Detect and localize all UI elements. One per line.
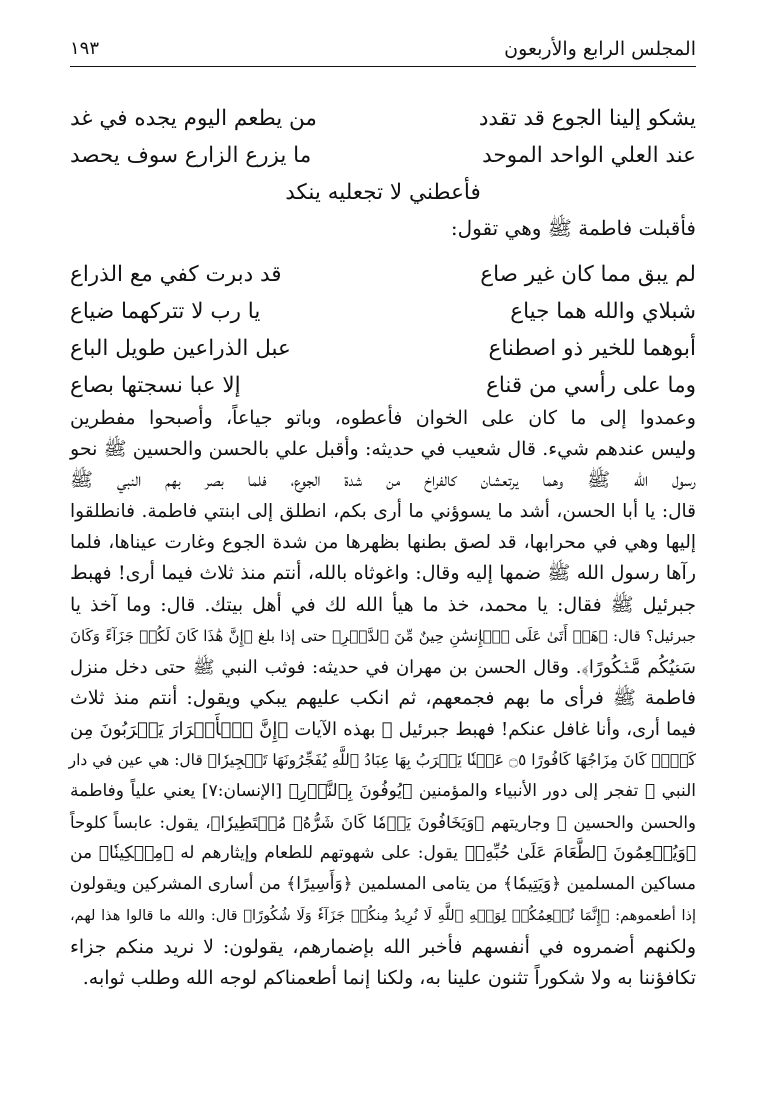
verse-second-hemistich: من يطعم اليوم يجده في غد [70,106,317,131]
poem-second [70,256,696,404]
prose-line: تكافؤننا به ولا شكوراً تثنون علينا به، ولكنا إنما أطعمناكم لوجه الله وطلب ثوابه. [82,966,696,989]
verse-second-hemistich: يا رب لا تتركهما ضياع [70,299,261,324]
verse-first-hemistich: أبوهما للخير ذو اصطناع [488,336,696,361]
poem-verse [70,293,696,330]
page-number: ١٩٣ [70,38,100,59]
prose-line: إذا أطعموهم: ﴿إِنَّمَا نُطۡعِمُكُمۡ لِوَجۡهِ ٱللَّهِ لَا نُرِيدُ مِنكُمۡ جَزَآءٗ وَلَا شُكُورًا﴾ قال: والله ما قالوا هذا لهم، [70,907,696,924]
prose-line: النبي ﷺ تفجر إلى دور الأنبياء والمؤمنين ﴿يُوفُونَ بِٱلنَّذۡرِ﴾ [الإنسان:٧] يعني علياً وفاطمة [70,781,697,802]
verse-second-hemistich: ما يزرع الزارع سوف يحصد [70,143,312,168]
verse-second-hemistich: عبل الذراعين طويل الباع [70,336,291,361]
chapter-title: المجلس الرابع والأربعون [504,38,696,60]
verse-first-hemistich: عند العلي الواحد الموحد [482,143,696,168]
verse-second-hemistich: قد دبرت كفي مع الذراع [70,262,282,287]
prose-line: إليها وهي في محرابها، قد لصق بطنها بظهرها من شدة الجوع وغارت عيناها، فلما [70,532,696,554]
poem-verse-centered: فأعطني لا تجعليه ينكد [285,180,481,205]
prose-line: سَعۡيُكُم مَّشۡكُورًا﴾. وقال الحسن بن مهران في حديثه: فوثب النبي ﷺ حتى دخل منزل [70,656,696,678]
prose-line: قال: يا أبا الحسن، أشد ما يسوؤني ما أرى بكم، انطلق إلى ابنتي فاطمة. فانطلقوا [70,501,696,523]
prose-line: والحسن والحسين ﷺ وجاريتهم ﴿وَيَخَافُونَ يَوۡمٗا كَانَ شَرُّهُۥ مُسۡتَطِيرٗا﴾، يقول: عابساً كلوحاً [70,813,696,833]
verse-first-hemistich: شبلاي والله هما جياع [510,299,696,324]
prose-line: مساكين المسلمين ﴿وَيَتِيمٗا﴾ من يتامى المسلمين ﴿وَأَسِيرًا﴾ من أسارى المشركين ويقولون [69,874,696,895]
prose-line: فيما أرى، وأنا غافل عنكم! فهبط جبرئيل ﷺ بهذه الآيات ﴿إِنَّ ٱلۡأَبۡرَارَ يَشۡرَبُونَ مِن [70,718,696,740]
prose-line: ولكنهم أضمروه في أنفسهم فأخبر الله بإضمارهم، يقولون: لا نريد منكم جزاء [70,935,696,958]
verse-first-hemistich: لم يبق مما كان غير صاع [480,262,696,287]
prose-line: وعمدوا إلى ما كان على الخوان فأعطوه، وباتو جياعاً، وأصبحوا مفطرين [70,407,696,429]
prose-line: ﴿وَيُطۡعِمُونَ ٱلطَّعَامَ عَلَىٰ حُبِّهِۦ﴾ يقول: على شهوتهم للطعام وإيثارهم له ﴿مِسۡكِينٗا﴾ من [70,843,696,864]
verse-first-hemistich: يشكو إلينا الجوع قد تقدد [478,106,696,131]
header-divider [70,66,696,67]
prose-body [70,403,696,994]
poem-first [70,100,696,211]
verse-second-hemistich: إلا عبا نسجتها بصاع [70,373,241,398]
prose-line: جبرئيل ﷺ فقال: يا محمد، خذ ما هيأ الله لك في أهل بيتك. قال: وما آخذ يا [70,593,696,616]
poem-intro-line: فأقبلت فاطمة ﷺ وهي تقول: [450,216,696,240]
prose-line: فاطمة ﷺ فرأى ما بهم فجمعهم، ثم انكب عليهم يبكي ويقول: أنتم منذ ثلاث [70,686,696,709]
page-header [70,34,696,64]
poem-verse [70,367,696,404]
prose-line: جبرئيل؟ قال: ﴿هَلۡ أَتَىٰ عَلَى ٱلۡإِنسَٰنِ حِينٌ مِّنَ ٱلدَّهۡرِ﴾ حتى إذا بلغ ﴿إِنَّ هَٰذَا كَانَ لَكُمۡ جَزَآءً وَكَانَ [70,626,696,645]
poem-verse [70,330,696,367]
prose-line: وليس عندهم شيء. قال شعيب في حديثه: وأقبل علي بالحسن والحسين ﷺ نحو [70,438,696,461]
prose-line: رآها رسول الله ﷺ ضمها إليه وقال: واغوثاه بالله، أنتم منذ ثلاث فيما أرى! فهبط [70,562,696,585]
poem-verse [70,256,696,293]
prose-line: رسول الله ﷺ وهما يرتعشان كالفراخ من شدة الجوع، فلما بصر بهم النبي ﷺ [70,469,696,492]
poem-verse [70,100,696,137]
poem-verse [70,137,696,174]
verse-first-hemistich: وما على رأسي من قناع [486,373,696,398]
prose-line: كَأۡسٖ كَانَ مِزَاجُهَا كَافُورًا ۝٥ عَيۡنٗا يَشۡرَبُ بِهَا عِبَادُ ٱللَّهِ يُفَجِّرُونَهَا تَفۡجِيرٗا﴾ قال: هي عين في دار [68,751,696,770]
